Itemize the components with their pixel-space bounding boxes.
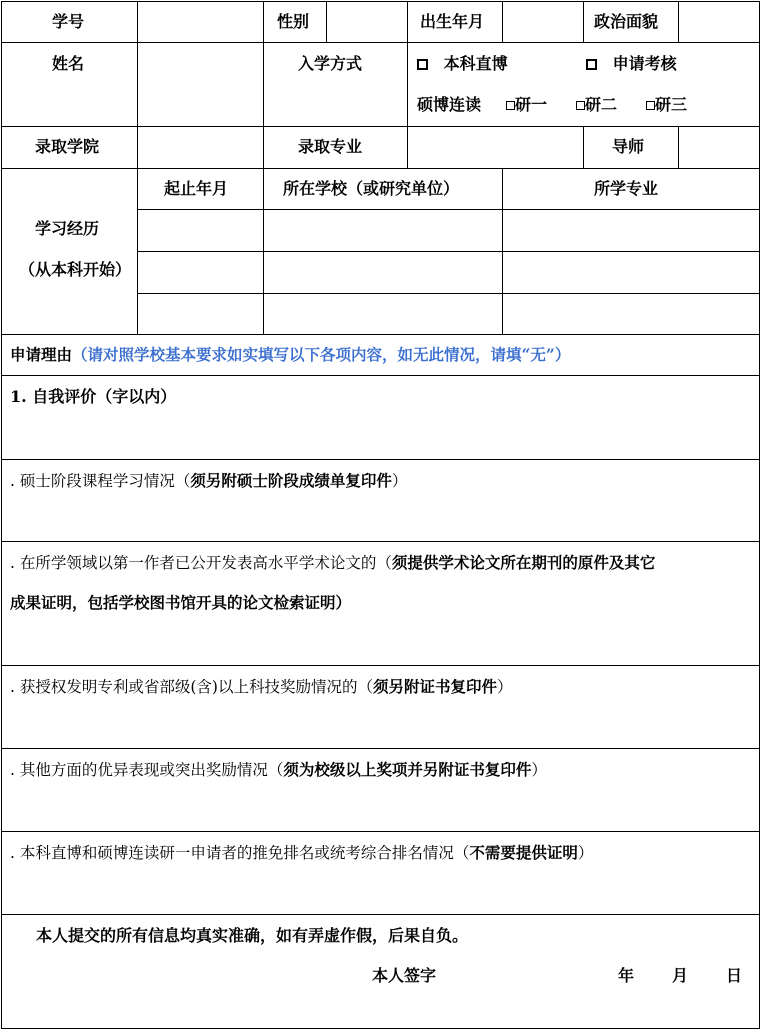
checkbox-icon[interactable] <box>576 101 585 110</box>
section-publications-title-line2 <box>10 593 351 613</box>
col-major-header <box>502 168 760 210</box>
study-row3-major[interactable] <box>502 293 760 335</box>
section-publications-note1: 须提供学术论文所在期刊的原件及其它 <box>391 553 656 572</box>
section-ranking[interactable] <box>1 831 760 915</box>
section-master-courses-suffix: ） <box>391 472 408 490</box>
birth-label: 出生年月 <box>420 12 485 31</box>
reason-label: 申请理由 <box>10 345 73 364</box>
date-month-label: 月 <box>672 966 689 985</box>
major-label-cell <box>263 126 408 169</box>
master-phd-label: 硕博连读 <box>417 95 482 114</box>
section-publications-suffix: ） <box>335 593 352 612</box>
name-label-cell <box>1 42 138 127</box>
col-school-header <box>263 168 503 210</box>
col-major-label: 所学专业 <box>594 179 659 198</box>
student-id-label-cell <box>1 1 138 43</box>
col-school-label: 所在学校（或研究单位） <box>283 179 460 198</box>
section-patents-awards[interactable] <box>1 665 760 749</box>
option-year2[interactable] <box>576 95 617 115</box>
name-field[interactable] <box>137 42 264 127</box>
section-master-courses-prefix: . 硕士阶段课程学习情况（ <box>10 472 191 490</box>
birth-label-cell <box>407 1 503 43</box>
checkbox-icon[interactable] <box>506 101 515 110</box>
college-label: 录取学院 <box>35 137 100 156</box>
option-year2-label: 研二 <box>585 95 618 114</box>
gender-label: 性别 <box>277 12 310 31</box>
reason-row <box>1 334 760 376</box>
study-row3-period[interactable] <box>137 293 264 335</box>
option-direct-phd-label: 本科直博 <box>443 54 508 73</box>
section-self-evaluation-title: 1. 自我评价（字以内） <box>10 387 177 406</box>
section-other-achievements-suffix: ） <box>531 761 547 779</box>
signature-label: 本人签字 <box>372 966 437 985</box>
option-direct-phd[interactable] <box>417 54 508 74</box>
study-row2-school[interactable] <box>263 251 503 294</box>
section-ranking-note: 不需要提供证明 <box>469 843 578 862</box>
advisor-field[interactable] <box>678 126 760 169</box>
option-year3[interactable] <box>646 95 687 115</box>
section-patents-awards-suffix: ） <box>496 678 513 696</box>
study-row1-school[interactable] <box>263 209 503 252</box>
section-other-achievements[interactable] <box>1 748 760 832</box>
section-patents-awards-title <box>10 677 512 697</box>
major-label: 录取专业 <box>298 137 363 156</box>
name-label: 姓名 <box>52 54 85 73</box>
declaration-box <box>1 914 760 1029</box>
study-row1-major[interactable] <box>502 209 760 252</box>
section-publications[interactable] <box>1 541 760 666</box>
study-row1-period[interactable] <box>137 209 264 252</box>
checkbox-icon[interactable] <box>586 59 597 70</box>
gender-label-cell <box>263 1 327 43</box>
option-apply-review-label: 申请考核 <box>612 54 677 73</box>
col-period-label: 起止年月 <box>164 179 229 198</box>
date-day-label: 日 <box>726 966 743 985</box>
section-ranking-title <box>10 843 593 863</box>
declaration-statement: 本人提交的所有信息均真实准确，如有弄虚作假，后果自负。 <box>36 926 469 945</box>
reason-text <box>10 345 570 365</box>
student-id-field[interactable] <box>137 1 264 43</box>
study-history-sublabel: （从本科开始） <box>19 260 132 279</box>
section-master-courses-note: 须另附硕士阶段成绩单复印件 <box>190 471 392 490</box>
section-patents-awards-prefix: . 获授权发明专利或省部级(含)以上科技奖励情况的（ <box>10 678 373 696</box>
reason-note: （请对照学校基本要求如实填写以下各项内容，如无此情况，请填“无”） <box>72 345 571 364</box>
study-history-label-cell <box>1 168 138 335</box>
college-label-cell <box>1 126 138 169</box>
section-master-courses[interactable] <box>1 459 760 542</box>
checkbox-icon[interactable] <box>417 59 428 70</box>
section-other-achievements-note: 须为校级以上奖项并另附证书复印件 <box>283 760 532 779</box>
political-label-cell <box>583 1 679 43</box>
section-publications-title <box>10 553 655 573</box>
gender-field[interactable] <box>326 1 408 43</box>
section-ranking-suffix: ） <box>577 844 594 862</box>
admission-options <box>407 42 760 127</box>
study-row3-school[interactable] <box>263 293 503 335</box>
option-apply-review[interactable] <box>586 54 677 74</box>
section-publications-note2: 成果证明，包括学校图书馆开具的论文检索证明 <box>10 593 336 612</box>
section-ranking-prefix: . 本科直博和硕博连读研一申请者的推免排名或统考综合排名情况（ <box>10 844 470 862</box>
option-year1[interactable] <box>506 95 547 115</box>
advisor-label-cell <box>583 126 679 169</box>
admission-method-label: 入学方式 <box>298 54 363 73</box>
section-self-evaluation[interactable] <box>1 375 760 460</box>
option-year3-label: 研三 <box>655 95 688 114</box>
section-master-courses-title <box>10 471 407 491</box>
political-field[interactable] <box>678 1 760 43</box>
birth-field[interactable] <box>502 1 584 43</box>
checkbox-icon[interactable] <box>646 101 655 110</box>
college-field[interactable] <box>137 126 264 169</box>
admission-method-label-cell <box>263 42 408 127</box>
col-period-header <box>137 168 264 210</box>
study-row2-major[interactable] <box>502 251 760 294</box>
advisor-label: 导师 <box>612 137 645 156</box>
section-other-achievements-title <box>10 760 547 780</box>
student-id-label: 学号 <box>52 12 85 31</box>
study-row2-period[interactable] <box>137 251 264 294</box>
political-label: 政治面貌 <box>594 12 659 31</box>
date-year-label: 年 <box>618 966 635 985</box>
section-publications-prefix: . 在所学领域以第一作者已公开发表高水平学术论文的（ <box>10 554 392 572</box>
section-other-achievements-prefix: . 其他方面的优异表现或突出奖励情况（ <box>10 761 284 779</box>
section-patents-awards-note: 须另附证书复印件 <box>372 677 497 696</box>
major-field[interactable] <box>407 126 584 169</box>
study-history-label: 学习经历 <box>35 219 100 238</box>
option-year1-label: 研一 <box>515 95 548 114</box>
